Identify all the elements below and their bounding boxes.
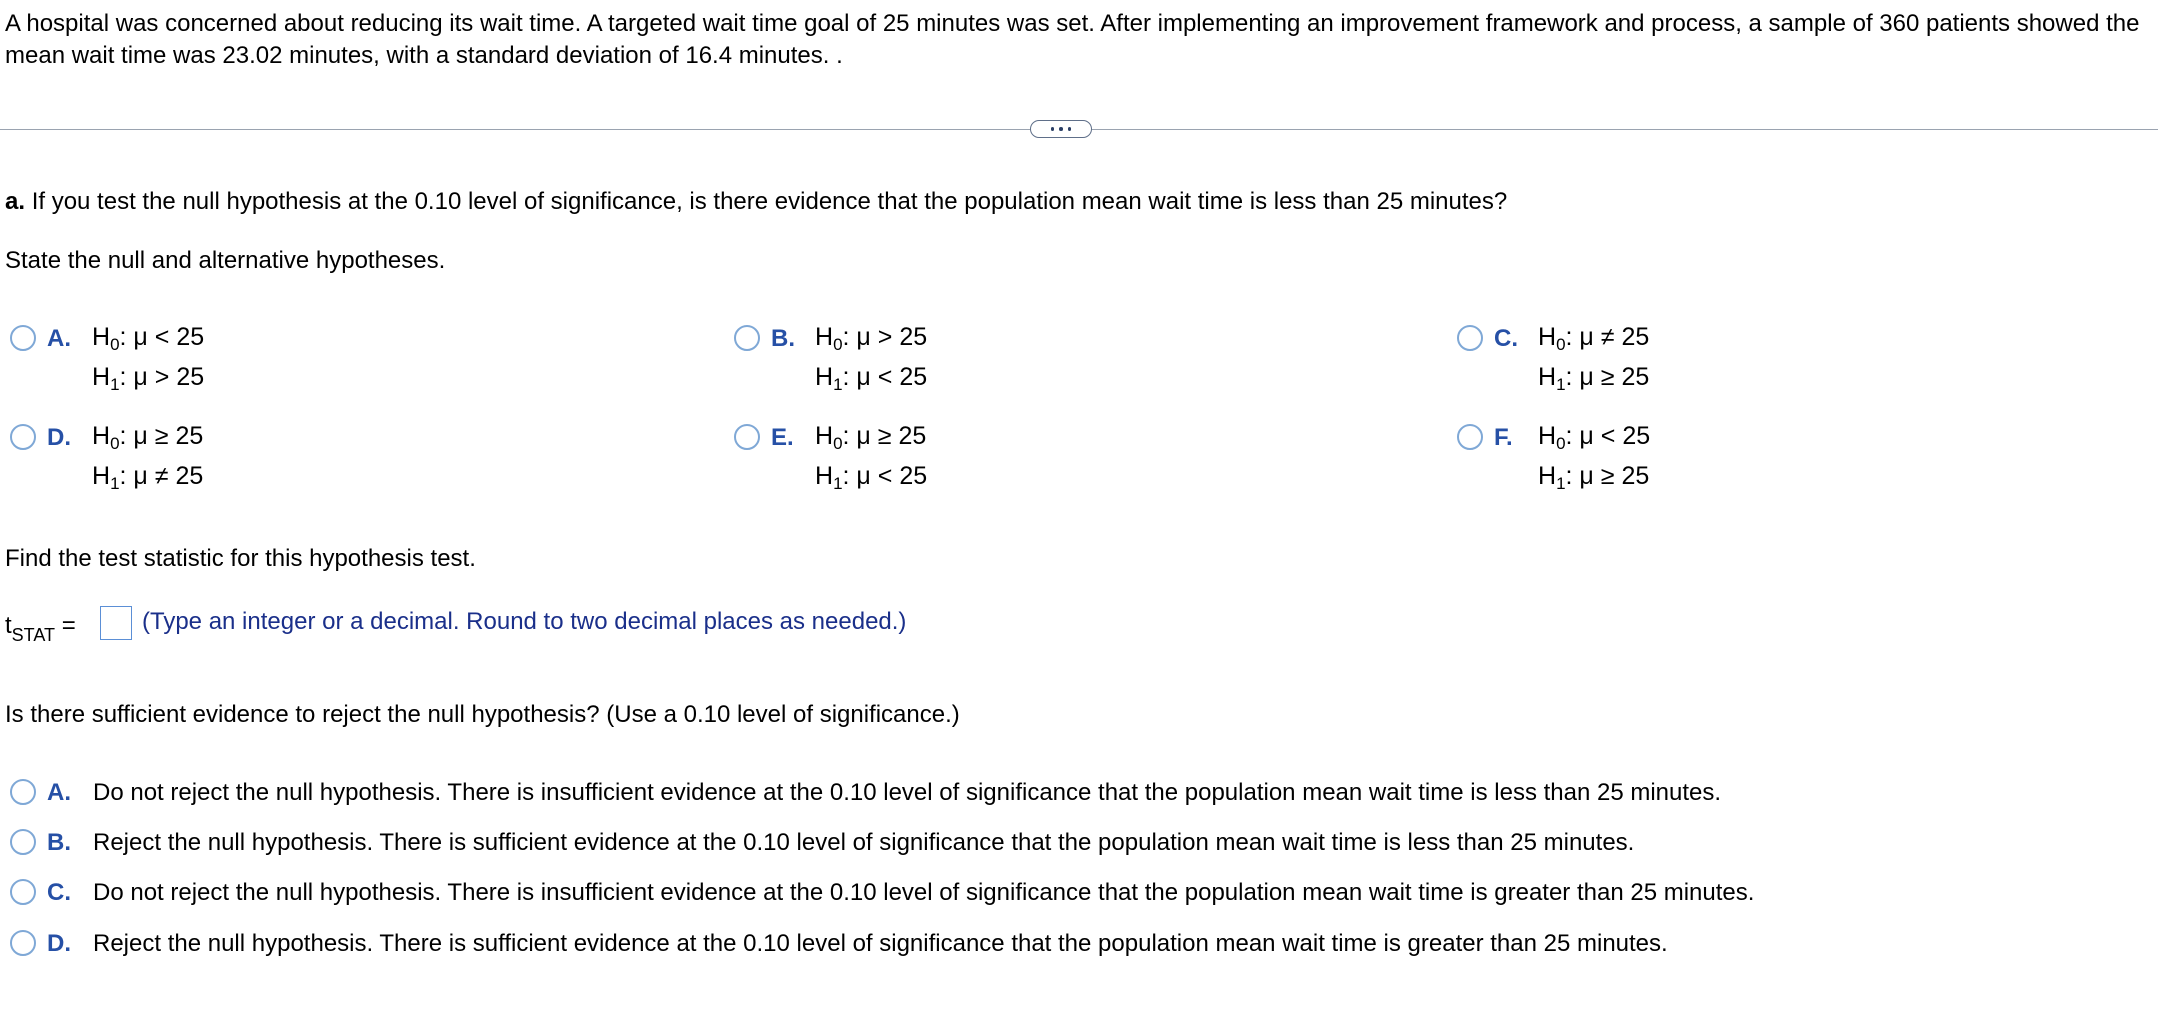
tstat-label: $t_{STAT}$ = — [5, 612, 76, 645]
part-a-label: a. — [5, 188, 26, 215]
hypothesis-option-e-h1: $H_1$: μ < 25 — [815, 462, 928, 493]
decision-option-d-text: Reject the null hypothesis. There is sufficient evidence at the 0.10 level of significance that the population mean wait time is greater than 25 minutes. — [93, 930, 1668, 957]
hypothesis-option-a-radio[interactable] — [10, 325, 36, 351]
hypothesis-option-b-radio[interactable] — [734, 325, 760, 351]
problem-statement: A hospital was concerned about reducing its wait time. A targeted wait time goal of 25 minutes was set. After implementing an improvement framework and process, a sample of 360 patients showed the mean wait time was 23.02 minutes, with a standard deviation of 16.4 minutes. . — [5, 10, 2140, 69]
hypothesis-option-b-letter: B. — [771, 325, 795, 352]
decision-option-c-text: Do not reject the null hypothesis. There is insufficient evidence at the 0.10 level of significance that the population mean wait time is greater than 25 minutes. — [93, 879, 1755, 906]
hypothesis-option-a-h1: $H_1$: μ > 25 — [92, 363, 205, 394]
decision-option-a-radio[interactable] — [10, 779, 36, 805]
hypothesis-option-f-letter: F. — [1494, 424, 1513, 451]
tstat-hint: (Type an integer or a decimal. Round to two decimal places as needed.) — [142, 608, 907, 635]
part-a-question-text: If you test the null hypothesis at the 0.10 level of significance, is there evidence that the population mean wait time is less than 25 minutes? — [31, 188, 1508, 215]
hypothesis-option-d-h0: $H_0$: μ ≥ 25 — [92, 422, 204, 453]
hypotheses-instruction: State the null and alternative hypotheses. — [5, 247, 446, 274]
decision-option-b-radio[interactable] — [10, 829, 36, 855]
decision-option-d-letter: D. — [47, 930, 71, 957]
hypothesis-option-e-h0: $H_0$: μ ≥ 25 — [815, 422, 927, 453]
hypothesis-option-d-h1: $H_1$: μ ≠ 25 — [92, 462, 204, 493]
decision-question: Is there sufficient evidence to reject the null hypothesis? (Use a 0.10 level of significance.) — [5, 701, 960, 728]
more-dots-icon — [1051, 127, 1072, 131]
hypothesis-option-d-radio[interactable] — [10, 424, 36, 450]
decision-option-d-radio[interactable] — [10, 930, 36, 956]
tstat-input[interactable] — [100, 606, 132, 640]
decision-option-a-text: Do not reject the null hypothesis. There is insufficient evidence at the 0.10 level of significance that the population mean wait time is less than 25 minutes. — [93, 779, 1722, 806]
hypothesis-option-e-radio[interactable] — [734, 424, 760, 450]
hypothesis-option-b-h1: $H_1$: μ < 25 — [815, 363, 928, 394]
hypothesis-option-f-h0: $H_0$: μ < 25 — [1538, 422, 1651, 453]
hypothesis-option-b-h0: $H_0$: μ > 25 — [815, 323, 928, 354]
hypothesis-option-c-h1: $H_1$: μ ≥ 25 — [1538, 363, 1650, 394]
hypothesis-option-a-letter: A. — [47, 325, 71, 352]
decision-option-c-letter: C. — [47, 879, 71, 906]
hypothesis-option-f-h1: $H_1$: μ ≥ 25 — [1538, 462, 1650, 493]
decision-option-c-radio[interactable] — [10, 879, 36, 905]
decision-option-b-letter: B. — [47, 829, 71, 856]
hypothesis-option-d-letter: D. — [47, 424, 71, 451]
part-a-question — [5, 188, 1507, 216]
hypothesis-option-f-radio[interactable] — [1457, 424, 1483, 450]
decision-option-a-letter: A. — [47, 779, 71, 806]
hypothesis-option-e-letter: E. — [771, 424, 794, 451]
hypothesis-option-c-h0: $H_0$: μ ≠ 25 — [1538, 323, 1650, 354]
hypothesis-option-c-radio[interactable] — [1457, 325, 1483, 351]
expand-button[interactable] — [1030, 120, 1092, 138]
hypothesis-option-c-letter: C. — [1494, 325, 1518, 352]
hypothesis-option-a-h0: $H_0$: μ < 25 — [92, 323, 205, 354]
decision-option-b-text: Reject the null hypothesis. There is sufficient evidence at the 0.10 level of significance that the population mean wait time is less than 25 minutes. — [93, 829, 1635, 856]
test-statistic-prompt: Find the test statistic for this hypothesis test. — [5, 545, 476, 572]
